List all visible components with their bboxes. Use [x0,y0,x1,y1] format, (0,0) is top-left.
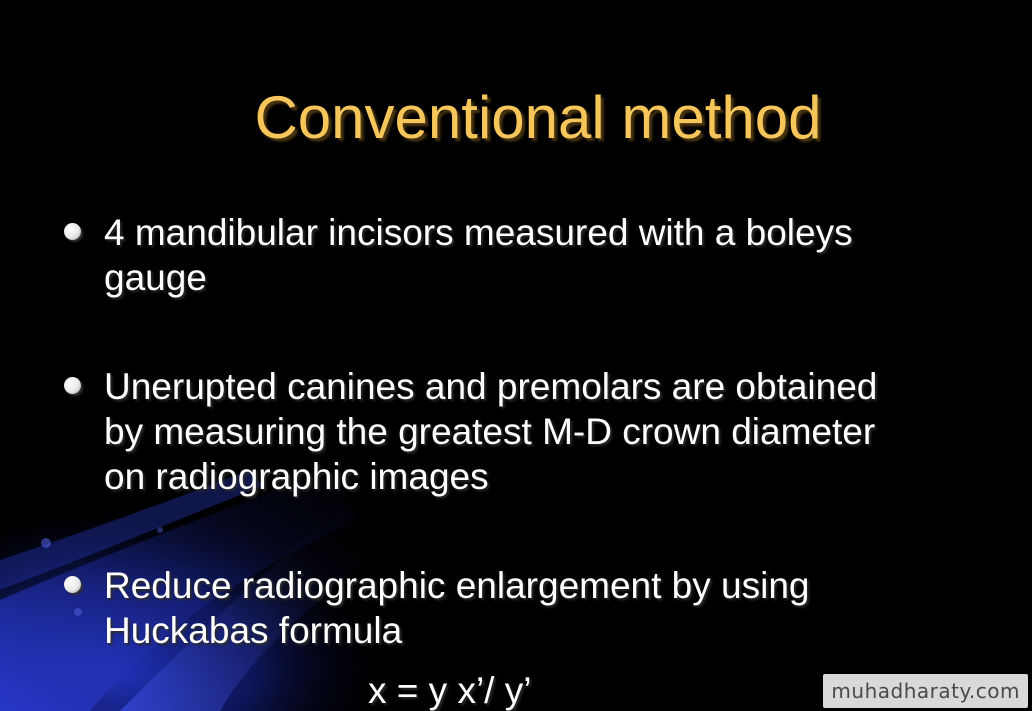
formula-text: x = y x’/ y’ [368,670,532,711]
bullet-item [58,210,998,300]
bullet-text-line: by measuring the greatest M-D crown diameter [104,411,876,452]
bullet-list [58,210,998,653]
bullet-item [58,364,998,499]
bullet-dot-icon [64,576,81,593]
slide-title: Conventional method [254,84,822,151]
bullet-text-line: on radiographic images [104,456,489,497]
bullet-text-line: gauge [104,257,207,298]
bullet-dot-icon [64,377,81,394]
bullet-text-line: Unerupted canines and premolars are obtained [104,366,878,407]
bullet-item [58,563,998,653]
bullet-text-line: Huckabas formula [104,610,403,651]
bullet-text-line: 4 mandibular incisors measured with a boleys [104,212,853,253]
watermark: muhadharaty.com [823,674,1028,708]
bullet-text-line: Reduce radiographic enlargement by using [104,565,810,606]
bullet-dot-icon [64,223,81,240]
